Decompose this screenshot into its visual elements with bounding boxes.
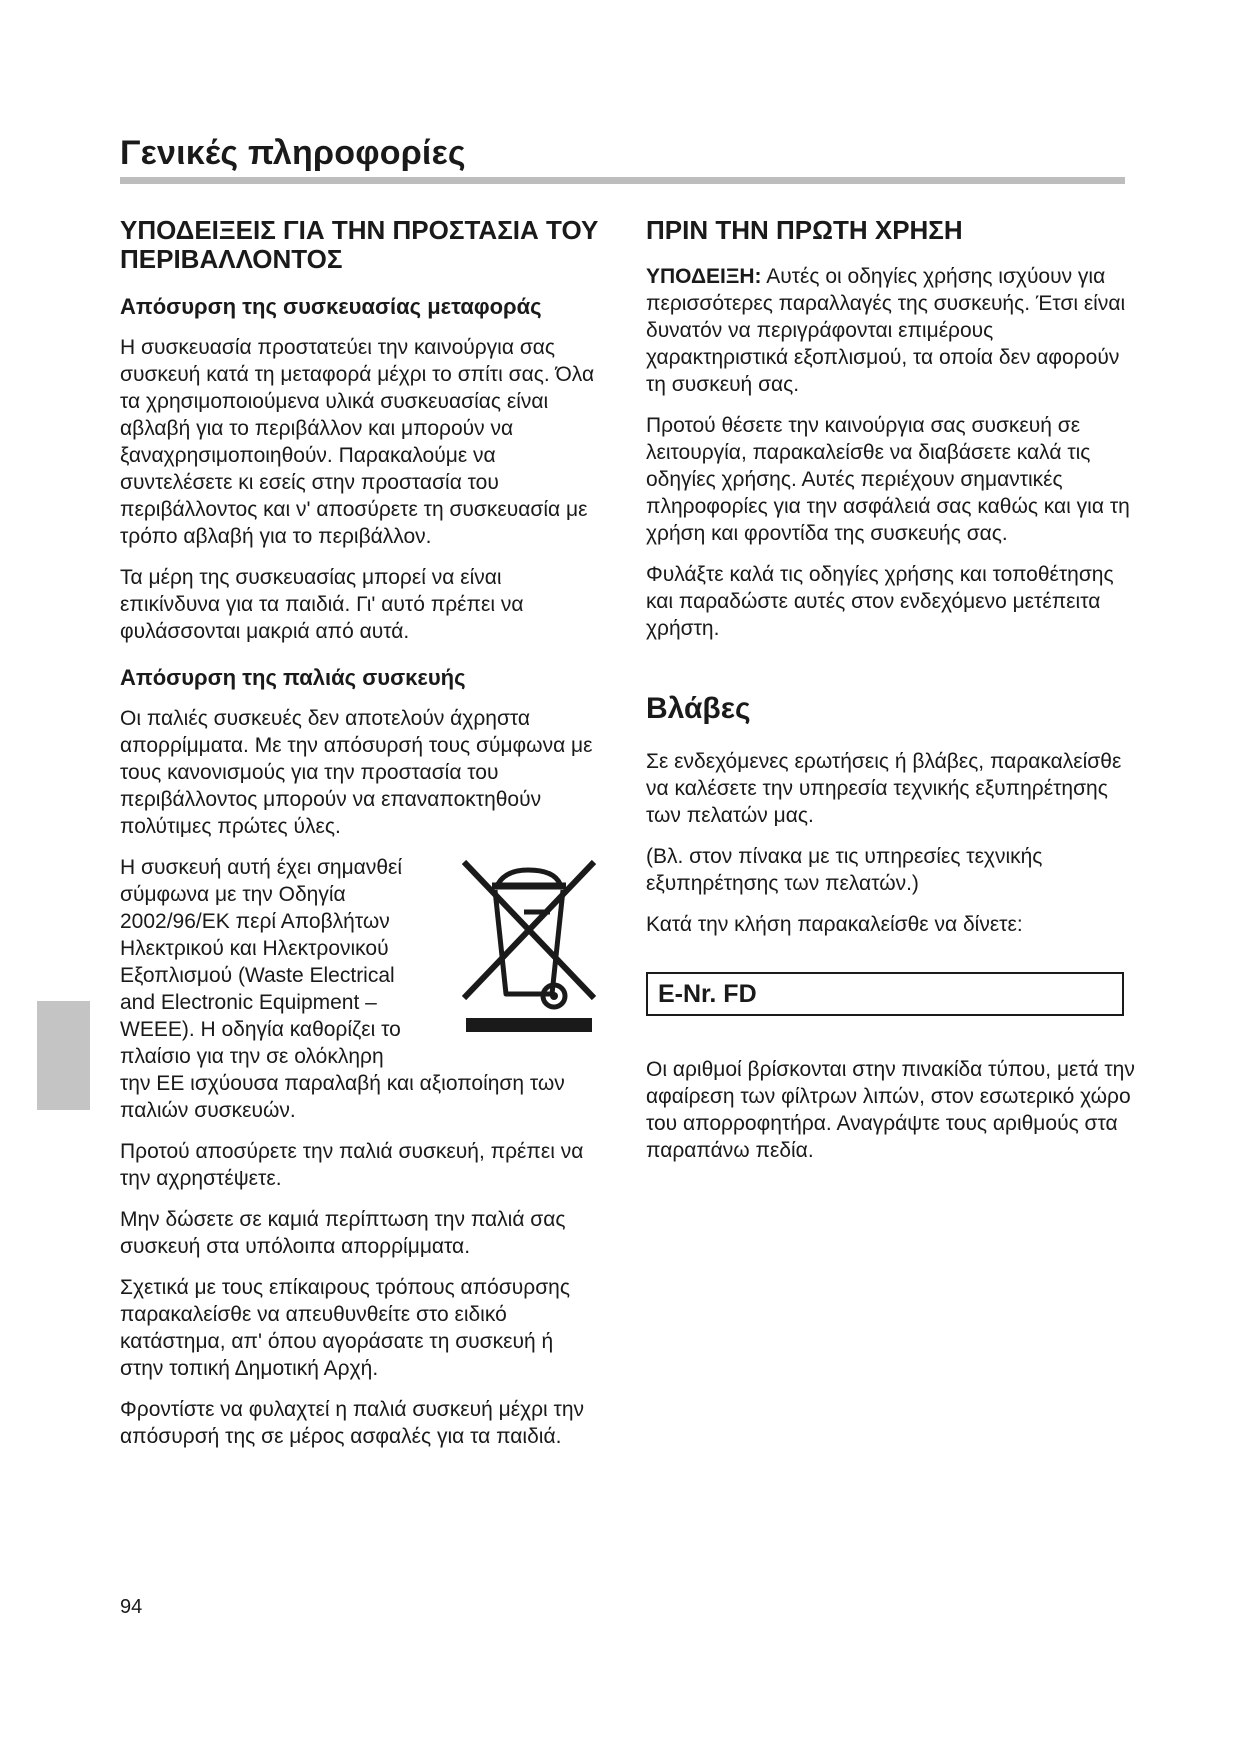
weee-line: WEEE). Η οδηγία καθορίζει το bbox=[120, 1018, 401, 1041]
before-first-use-title: ΠΡΙΝ ΤΗΝ ΠΡΩΤΗ ΧΡΗΣΗ bbox=[646, 215, 963, 245]
weee-line: and Electronic Equipment – bbox=[120, 991, 377, 1014]
title-rule bbox=[120, 177, 1125, 184]
left-column bbox=[120, 210, 600, 1464]
packaging-paragraph-2: Τα μέρη της συσκευασίας μπορεί να είναι επικίνδυνα για τα παιδιά. Γι' αυτό πρέπει να φυλάσσονται μακριά από αυτά. bbox=[120, 566, 524, 643]
faults-paragraph-4: Οι αριθμοί βρίσκονται στην πινακίδα τύπου, μετά την αφαίρεση των φίλτρων λιπών, στον εσωτερικό χώρο του απορροφητήρα. Αναγράψτε τους αριθμούς στα παραπάνω πεδία. bbox=[646, 1058, 1135, 1162]
weee-block bbox=[120, 854, 600, 1124]
page-title: Γενικές πληροφορίες bbox=[120, 134, 466, 172]
note-paragraph bbox=[646, 263, 1136, 398]
packaging-disposal-heading: Απόσυρση της συσκευασίας μεταφοράς bbox=[120, 294, 542, 319]
weee-line: Εξοπλισμού (Waste Electrical bbox=[120, 964, 395, 987]
crossed-out-bin-icon bbox=[462, 856, 596, 1034]
weee-line: Η συσκευή αυτή έχει σημανθεί bbox=[120, 856, 403, 879]
e-nr-label: E-Nr. FD bbox=[658, 980, 757, 1008]
old-appliance-paragraph-5: Φροντίστε να φυλαχτεί η παλιά συσκευή μέχρι την απόσυρσή της σε μέρος ασφαλές για τα παιδιά. bbox=[120, 1398, 585, 1448]
side-tab-marker bbox=[37, 1001, 90, 1110]
faults-paragraph-3: Κατά την κλήση παρακαλείσθε να δίνετε: bbox=[646, 913, 1023, 936]
before-use-paragraph-3: Φυλάξτε καλά τις οδηγίες χρήσης και τοποθέτησης και παραδώστε αυτές στον ενδεχόμενο μετέπειτα χρήστη. bbox=[646, 563, 1114, 640]
packaging-paragraph-1: Η συσκευασία προστατεύει την καινούργια σας συσκευή κατά τη μεταφορά μέχρι το σπίτι σας. Όλα τα χρησιμοποιούμενα υλικά συσκευασίας είναι αβλαβή για το περιβάλλον και μπορούν να ξαναχρησιμοποιηθούν. Παρακαλούμε να συντελέσετε κι εσείς στην προστασία του περιβάλλοντος και ν' αποσύρετε τη συσκευασία με τρόπο αβλαβή για το περιβάλλον. bbox=[120, 336, 595, 548]
note-label: ΥΠΟΔΕΙΞΗ: bbox=[646, 265, 762, 288]
before-use-paragraph-2: Προτού θέσετε την καινούργια σας συσκευή σε λειτουργία, παρακαλείσθε να διαβάσετε καλά τις οδηγίες χρήσης. Αυτές περιέχουν σημαντικές πληροφορίες για την ασφάλειά σας καθώς και για τη χρήση και φροντίδα της συσκευής σας. bbox=[646, 414, 1130, 545]
old-appliance-paragraph-4: Σχετικά με τους επίκαιρους τρόπους απόσυρσης παρακαλείσθε να απευθυνθείτε στο ειδικό κατάστημα, απ' όπου αγοράσατε τη συσκευή ή στην τοπική Δημοτική Αρχή. bbox=[120, 1276, 570, 1380]
weee-line: σύμφωνα με την Οδηγία bbox=[120, 883, 346, 906]
note-text: Αυτές οι οδηγίες χρήσης ισχύουν για περισσότερες παραλλαγές της συσκευής. Έτσι είναι δυνατόν να περιγράφονται επιμέρους χαρακτηριστικά εξοπλισμού, τα οποία δεν αφορούν τη συσκευή σας. bbox=[646, 265, 1126, 396]
old-appliance-paragraph-3: Μην δώσετε σε καμιά περίπτωση την παλιά σας συσκευή στα υπόλοιπα απορρίμματα. bbox=[120, 1208, 566, 1258]
faults-paragraph-1: Σε ενδεχόμενες ερωτήσεις ή βλάβες, παρακαλείσθε να καλέσετε την υπηρεσία τεχνικής εξυπηρέτησης των πελατών μας. bbox=[646, 750, 1122, 827]
page-number: 94 bbox=[120, 1596, 143, 1618]
weee-line: 2002/96/ΕΚ περί Αποβλήτων bbox=[120, 910, 390, 933]
weee-paragraph-tail: την ΕΕ ισχύουσα παραλαβή και αξιοποίηση των παλιών συσκευών. bbox=[120, 1072, 565, 1122]
environment-section-title: ΥΠΟΔΕΙΞΕΙΣ ΓΙΑ ΤΗΝ ΠΡΟΣΤΑΣΙΑ ΤΟΥ ΠΕΡΙΒΑΛΛΟΝΤΟΣ bbox=[120, 215, 599, 274]
old-appliance-disposal-heading: Απόσυρση της παλιάς συσκευής bbox=[120, 665, 466, 690]
old-appliance-paragraph-1: Οι παλιές συσκευές δεν αποτελούν άχρηστα απορρίμματα. Με την απόσυρσή τους σύμφωνα με τους κανονισμούς για την προστασία του περιβάλλοντος μπορούν να επαναποκτηθούν πολύτιμες πρώτες ύλες. bbox=[120, 707, 593, 838]
right-column bbox=[646, 210, 1136, 1178]
weee-line: πλαίσιο για την σε ολόκληρη bbox=[120, 1045, 384, 1068]
e-nr-field bbox=[646, 972, 1124, 1016]
faults-title: Βλάβες bbox=[646, 692, 751, 725]
weee-line: Ηλεκτρικού και Ηλεκτρονικού bbox=[120, 937, 389, 960]
old-appliance-paragraph-2: Προτού αποσύρετε την παλιά συσκευή, πρέπει να την αχρηστέψετε. bbox=[120, 1140, 584, 1190]
faults-paragraph-2: (Βλ. στον πίνακα με τις υπηρεσίες τεχνικής εξυπηρέτησης των πελατών.) bbox=[646, 845, 1043, 895]
